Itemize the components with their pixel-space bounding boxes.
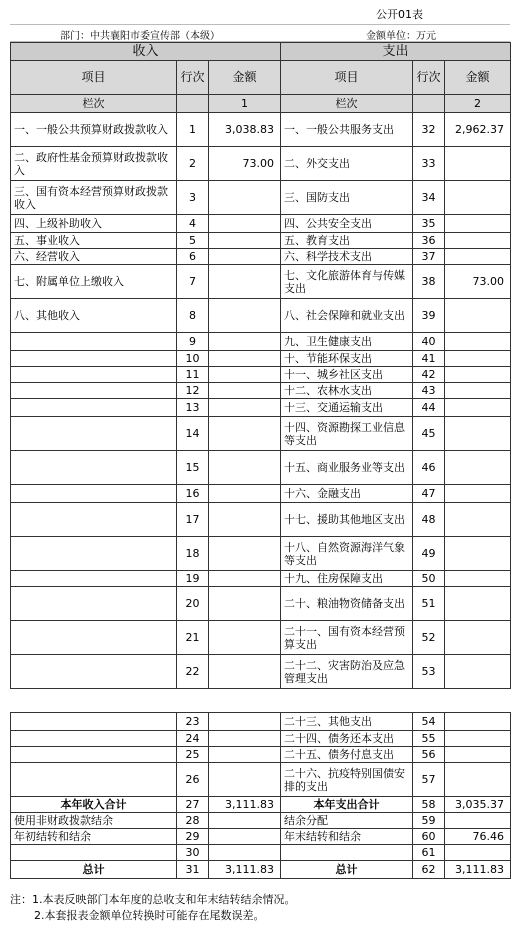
expense-amount: 2,962.37: [445, 113, 511, 147]
column-header-row: [11, 61, 511, 95]
expense-line-no: 44: [413, 399, 445, 417]
income-amount: [209, 333, 281, 351]
expense-line-no: 59: [413, 813, 445, 829]
expense-item: 七、文化旅游体育与传媒支出: [281, 265, 413, 299]
expense-item: 十七、援助其他地区支出: [281, 503, 413, 537]
expense-line-no: 62: [413, 861, 445, 879]
income-line-no: 22: [177, 655, 209, 689]
income-amount: [209, 417, 281, 451]
expense-line-no: 50: [413, 571, 445, 587]
table-row: [11, 233, 511, 249]
table-row: [11, 537, 511, 571]
expense-item: 总计: [281, 861, 413, 879]
income-line-no: 30: [177, 845, 209, 861]
income-line-no: 20: [177, 587, 209, 621]
table-row: [11, 747, 511, 763]
expense-line-no: 36: [413, 233, 445, 249]
income-amount: [209, 829, 281, 845]
expense-line-no: 46: [413, 451, 445, 485]
expense-amount: [445, 587, 511, 621]
expense-item: 九、卫生健康支出: [281, 333, 413, 351]
income-line-no: 19: [177, 571, 209, 587]
table-row: [11, 813, 511, 829]
expense-item: 年末结转和结余: [281, 829, 413, 845]
income-amount: [209, 233, 281, 249]
income-amount: [209, 655, 281, 689]
table-row: [11, 861, 511, 879]
expense-line-no: 58: [413, 797, 445, 813]
income-amount: [209, 215, 281, 233]
table-row: [11, 299, 511, 333]
income-amount: 3,038.83: [209, 113, 281, 147]
table-row: [11, 265, 511, 299]
table-row: [11, 829, 511, 845]
expense-amount-header: 金额: [445, 61, 511, 95]
table-row: [11, 763, 511, 797]
income-line-no: 17: [177, 503, 209, 537]
income-item-header: 项目: [11, 61, 177, 95]
expense-amount: [445, 763, 511, 797]
note-2: 2.本套报表金额单位转换时可能存在尾数误差。: [34, 909, 265, 922]
expense-line-no: 61: [413, 845, 445, 861]
expense-line-no: 56: [413, 747, 445, 763]
expense-amount: [445, 181, 511, 215]
income-item: 七、附属单位上缴收入: [11, 265, 177, 299]
expense-line-no: 55: [413, 731, 445, 747]
expense-item-header: 项目: [281, 61, 413, 95]
income-item: 三、国有资本经营预算财政拨款收入: [11, 181, 177, 215]
table-row: [11, 215, 511, 233]
expense-item: 二十五、债务付息支出: [281, 747, 413, 763]
expense-item: 二、外交支出: [281, 147, 413, 181]
expense-item: 十六、金融支出: [281, 485, 413, 503]
table-row: [11, 181, 511, 215]
expense-line-no: 42: [413, 367, 445, 383]
income-item: [11, 747, 177, 763]
note-1: 注：1.本表反映部门本年度的总收支和年末结转结余情况。: [10, 893, 296, 906]
table-row: [11, 587, 511, 621]
expense-line-no: 34: [413, 181, 445, 215]
department-label: 部门：中共襄阳市委宣传部（本级）: [60, 31, 220, 42]
income-amount: 73.00: [209, 147, 281, 181]
expense-amount: 3,111.83: [445, 861, 511, 879]
expense-line-no: 52: [413, 621, 445, 655]
expense-amount: [445, 451, 511, 485]
income-item: [11, 731, 177, 747]
expense-item: 六、科学技术支出: [281, 249, 413, 265]
income-amount: 3,111.83: [209, 797, 281, 813]
income-item: [11, 621, 177, 655]
income-amount: [209, 383, 281, 399]
expense-line-no: 37: [413, 249, 445, 265]
column-label-row: [11, 95, 511, 113]
income-section-header: 收入: [11, 43, 281, 61]
income-item: [11, 367, 177, 383]
expense-amount: 73.00: [445, 265, 511, 299]
income-line-no: 24: [177, 731, 209, 747]
income-column-label-blank: [177, 95, 209, 113]
expense-line-no: 39: [413, 299, 445, 333]
table-row: [11, 417, 511, 451]
expense-amount: [445, 731, 511, 747]
income-item: [11, 485, 177, 503]
income-item: [11, 399, 177, 417]
expense-item: 结余分配: [281, 813, 413, 829]
income-item: 使用非财政拨款结余: [11, 813, 177, 829]
expense-line-no: 57: [413, 763, 445, 797]
income-line-no: 15: [177, 451, 209, 485]
expense-line-no: 41: [413, 351, 445, 367]
income-line-header: 行次: [177, 61, 209, 95]
expense-amount: [445, 747, 511, 763]
income-amount: [209, 503, 281, 537]
income-amount: [209, 265, 281, 299]
income-line-no: 6: [177, 249, 209, 265]
income-item: [11, 383, 177, 399]
expense-column-label-blank: [413, 95, 445, 113]
income-line-no: 3: [177, 181, 209, 215]
table-row: [11, 383, 511, 399]
income-item: 四、上级补助收入: [11, 215, 177, 233]
table-row: [11, 797, 511, 813]
income-item: [11, 655, 177, 689]
expense-line-no: 53: [413, 655, 445, 689]
expense-amount: [445, 233, 511, 249]
expense-amount: 3,035.37: [445, 797, 511, 813]
income-line-no: 16: [177, 485, 209, 503]
income-line-no: 25: [177, 747, 209, 763]
expense-amount: [445, 713, 511, 731]
income-line-no: 31: [177, 861, 209, 879]
expense-item: 二十一、国有资本经营预算支出: [281, 621, 413, 655]
expense-line-no: 33: [413, 147, 445, 181]
income-item: [11, 333, 177, 351]
table-row: [11, 621, 511, 655]
income-amount: [209, 485, 281, 503]
expense-line-no: 38: [413, 265, 445, 299]
expense-amount: 76.46: [445, 829, 511, 845]
income-item: [11, 451, 177, 485]
expense-amount: [445, 351, 511, 367]
income-line-no: 18: [177, 537, 209, 571]
expense-item: 十二、农林水支出: [281, 383, 413, 399]
income-item: 六、经营收入: [11, 249, 177, 265]
income-line-no: 9: [177, 333, 209, 351]
expense-item: 十四、资源勘探工业信息等支出: [281, 417, 413, 451]
income-amount: [209, 621, 281, 655]
income-column-number: 1: [209, 95, 281, 113]
income-amount: [209, 351, 281, 367]
unit-label: 金额单位：万元: [366, 31, 436, 42]
expense-line-header: 行次: [413, 61, 445, 95]
expense-item: 四、公共安全支出: [281, 215, 413, 233]
expense-amount: [445, 383, 511, 399]
expense-item: 二十六、抗疫特别国债安排的支出: [281, 763, 413, 797]
expense-amount: [445, 845, 511, 861]
expense-amount: [445, 147, 511, 181]
notes: [10, 892, 296, 924]
income-item: 八、其他收入: [11, 299, 177, 333]
income-line-no: 10: [177, 351, 209, 367]
expense-amount: [445, 299, 511, 333]
income-amount: [209, 451, 281, 485]
meta-row: [10, 24, 510, 42]
table-row: [11, 399, 511, 417]
expense-item: 二十三、其他支出: [281, 713, 413, 731]
income-amount: [209, 763, 281, 797]
expense-amount: [445, 621, 511, 655]
income-line-no: 12: [177, 383, 209, 399]
income-amount: [209, 571, 281, 587]
expense-line-no: 54: [413, 713, 445, 731]
table-row: [11, 845, 511, 861]
income-item: [11, 503, 177, 537]
income-line-no: 1: [177, 113, 209, 147]
expense-item: 十一、城乡社区支出: [281, 367, 413, 383]
expense-line-no: 40: [413, 333, 445, 351]
table-row: [11, 485, 511, 503]
expense-amount: [445, 655, 511, 689]
budget-table-part1: [10, 42, 511, 689]
income-amount: 3,111.83: [209, 861, 281, 879]
expense-item: 十九、住房保障支出: [281, 571, 413, 587]
expense-line-no: 47: [413, 485, 445, 503]
income-line-no: 2: [177, 147, 209, 181]
income-item: 五、事业收入: [11, 233, 177, 249]
income-item: [11, 587, 177, 621]
table-row: [11, 147, 511, 181]
income-amount: [209, 299, 281, 333]
income-item: [11, 417, 177, 451]
income-amount: [209, 399, 281, 417]
expense-item: 二十二、灾害防治及应急管理支出: [281, 655, 413, 689]
income-amount: [209, 181, 281, 215]
expense-amount: [445, 417, 511, 451]
income-line-no: 5: [177, 233, 209, 249]
income-line-no: 7: [177, 265, 209, 299]
income-item: [11, 571, 177, 587]
table-row: [11, 713, 511, 731]
income-line-no: 8: [177, 299, 209, 333]
income-line-no: 14: [177, 417, 209, 451]
income-line-no: 21: [177, 621, 209, 655]
income-amount: [209, 249, 281, 265]
income-line-no: 4: [177, 215, 209, 233]
table-row: [11, 351, 511, 367]
expense-line-no: 45: [413, 417, 445, 451]
table-row: [11, 113, 511, 147]
income-item: 本年收入合计: [11, 797, 177, 813]
table-row: [11, 451, 511, 485]
table-row: [11, 333, 511, 351]
table-row: [11, 503, 511, 537]
expense-item: 八、社会保障和就业支出: [281, 299, 413, 333]
expense-amount: [445, 333, 511, 351]
income-item: [11, 537, 177, 571]
income-amount: [209, 367, 281, 383]
expense-line-no: 35: [413, 215, 445, 233]
expense-item: 十、节能环保支出: [281, 351, 413, 367]
income-item: [11, 845, 177, 861]
income-line-no: 13: [177, 399, 209, 417]
income-line-no: 23: [177, 713, 209, 731]
income-amount: [209, 537, 281, 571]
expense-line-no: 48: [413, 503, 445, 537]
income-item: 一、一般公共预算财政拨款收入: [11, 113, 177, 147]
income-amount-header: 金额: [209, 61, 281, 95]
expense-item: 十三、交通运输支出: [281, 399, 413, 417]
table-row: [11, 731, 511, 747]
table-row: [11, 249, 511, 265]
expense-amount: [445, 503, 511, 537]
expense-amount: [445, 399, 511, 417]
expense-item: 一、一般公共服务支出: [281, 113, 413, 147]
table-row: [11, 367, 511, 383]
expense-amount: [445, 367, 511, 383]
expense-item: 十八、自然资源海洋气象等支出: [281, 537, 413, 571]
income-item: 总计: [11, 861, 177, 879]
expense-line-no: 51: [413, 587, 445, 621]
income-line-no: 28: [177, 813, 209, 829]
income-line-no: 27: [177, 797, 209, 813]
income-amount: [209, 713, 281, 731]
income-item: [11, 713, 177, 731]
expense-line-no: 43: [413, 383, 445, 399]
expense-amount: [445, 537, 511, 571]
expense-amount: [445, 215, 511, 233]
expense-line-no: 60: [413, 829, 445, 845]
income-item: [11, 763, 177, 797]
expense-column-label: 栏次: [281, 95, 413, 113]
expense-item: 二十、粮油物资储备支出: [281, 587, 413, 621]
expense-amount: [445, 571, 511, 587]
form-id: 公开01表: [376, 8, 423, 21]
table-row: [11, 571, 511, 587]
expense-item: [281, 845, 413, 861]
expense-line-no: 32: [413, 113, 445, 147]
income-line-no: 29: [177, 829, 209, 845]
income-amount: [209, 813, 281, 829]
expense-amount: [445, 249, 511, 265]
expense-item: 三、国防支出: [281, 181, 413, 215]
income-item: [11, 351, 177, 367]
income-amount: [209, 731, 281, 747]
expense-item: 二十四、债务还本支出: [281, 731, 413, 747]
income-amount: [209, 587, 281, 621]
expense-item: 五、教育支出: [281, 233, 413, 249]
expense-line-no: 49: [413, 537, 445, 571]
income-line-no: 11: [177, 367, 209, 383]
income-column-label: 栏次: [11, 95, 177, 113]
expense-column-number: 2: [445, 95, 511, 113]
expense-section-header: 支出: [281, 43, 511, 61]
expense-item: 十五、商业服务业等支出: [281, 451, 413, 485]
income-amount: [209, 845, 281, 861]
income-item: 年初结转和结余: [11, 829, 177, 845]
expense-amount: [445, 813, 511, 829]
expense-item: 本年支出合计: [281, 797, 413, 813]
expense-amount: [445, 485, 511, 503]
income-item: 二、政府性基金预算财政拨款收入: [11, 147, 177, 181]
table-row: [11, 655, 511, 689]
budget-table-part2: [10, 712, 511, 879]
income-line-no: 26: [177, 763, 209, 797]
section-header-row: [11, 43, 511, 61]
income-amount: [209, 747, 281, 763]
